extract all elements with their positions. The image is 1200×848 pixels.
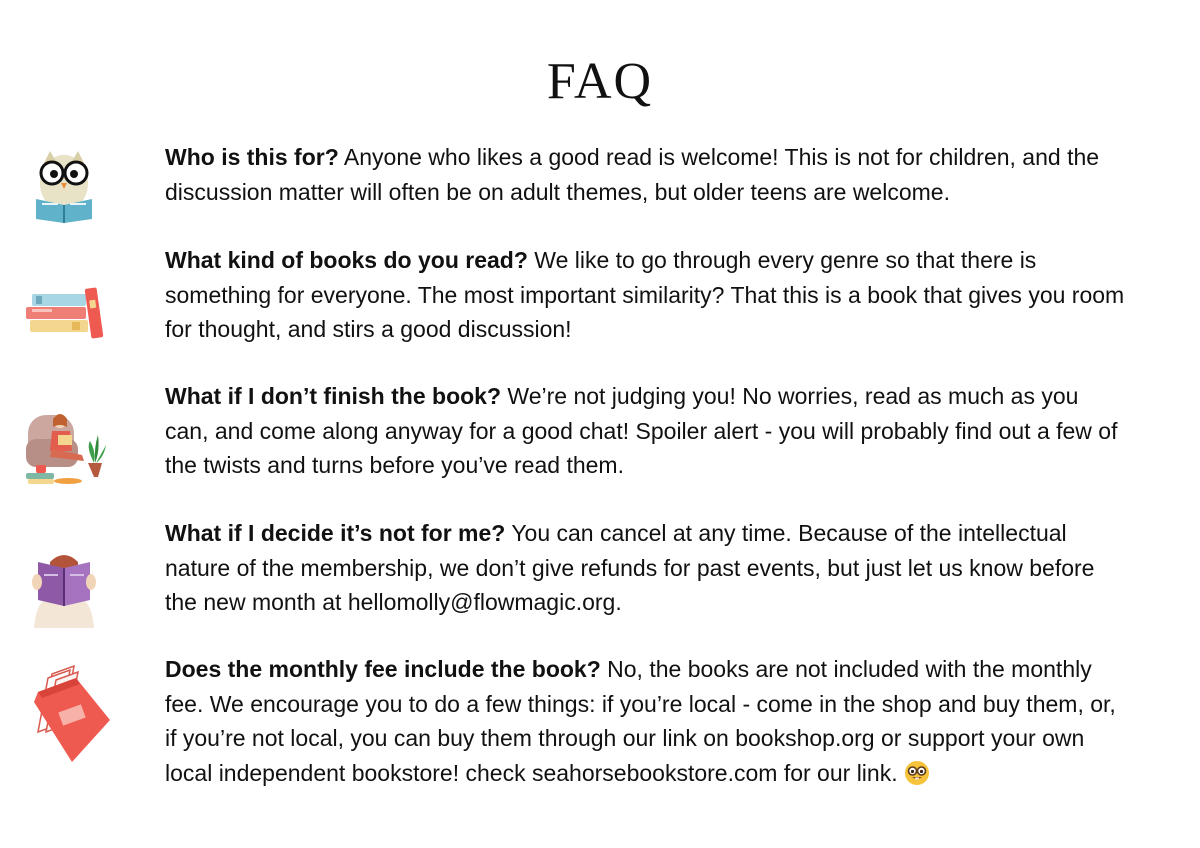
faq-answer-end: for our link. bbox=[783, 759, 898, 786]
faq-question: What if I decide it’s not for me? bbox=[165, 520, 506, 546]
faq-answer-end: . bbox=[615, 589, 622, 615]
faq-item bbox=[165, 652, 1125, 790]
faq-answer: You can cancel at any time. Because of the intellectual nature of the membership, we don’t give refunds for past events, but just let us know before the new month at bbox=[165, 520, 1095, 615]
faq-question: What if I don’t finish the book? bbox=[165, 383, 502, 409]
faq-question: Does the monthly fee include the book? bbox=[165, 656, 601, 682]
faq-item bbox=[165, 516, 1125, 620]
faq-item bbox=[165, 243, 1125, 347]
book-stack-icon bbox=[22, 286, 108, 344]
bookshop-link[interactable]: bookshop.org bbox=[735, 725, 875, 751]
faq-question: Who is this for? bbox=[165, 144, 339, 170]
seahorse-bookstore-link[interactable]: seahorsebookstore.com bbox=[531, 759, 778, 786]
owl-reading-icon bbox=[28, 143, 100, 223]
faq-answer: We’re not judging you! No worries, read as much as you can, and come along anyway for a good chat! Spoiler alert - you will probably find out a few of the twists and turns before you’ve read them. bbox=[165, 383, 1118, 478]
faq-answer: No, the books are not included with the monthly fee. We encourage you to do a few things: if you’re local - come in the shop and buy them, or, if you’re not local, you can buy them through our link on bbox=[165, 656, 1116, 751]
faq-answer-middle: or support your own local independent bookstore! check bbox=[165, 725, 1085, 786]
faq-answer: We like to go through every genre so that there is something for everyone. The most important similarity? That this is a book that gives you room for thought, and stirs a good discussion! bbox=[165, 247, 1125, 342]
faq-question: What kind of books do you read? bbox=[165, 247, 528, 273]
page-title: FAQ bbox=[546, 53, 654, 110]
open-book-icon bbox=[34, 662, 114, 764]
faq-item bbox=[165, 140, 1125, 209]
faq-item bbox=[165, 379, 1125, 483]
email-link[interactable]: hellomolly@flowmagic.org bbox=[347, 589, 616, 615]
reader-armchair-icon bbox=[24, 405, 108, 487]
faq-answer: Anyone who likes a good read is welcome! This is not for children, and the discussion matter will often be on adult themes, but older teens are welcome. bbox=[165, 144, 1100, 205]
person-reading-icon bbox=[28, 548, 100, 628]
nerd-face-icon bbox=[904, 760, 930, 786]
